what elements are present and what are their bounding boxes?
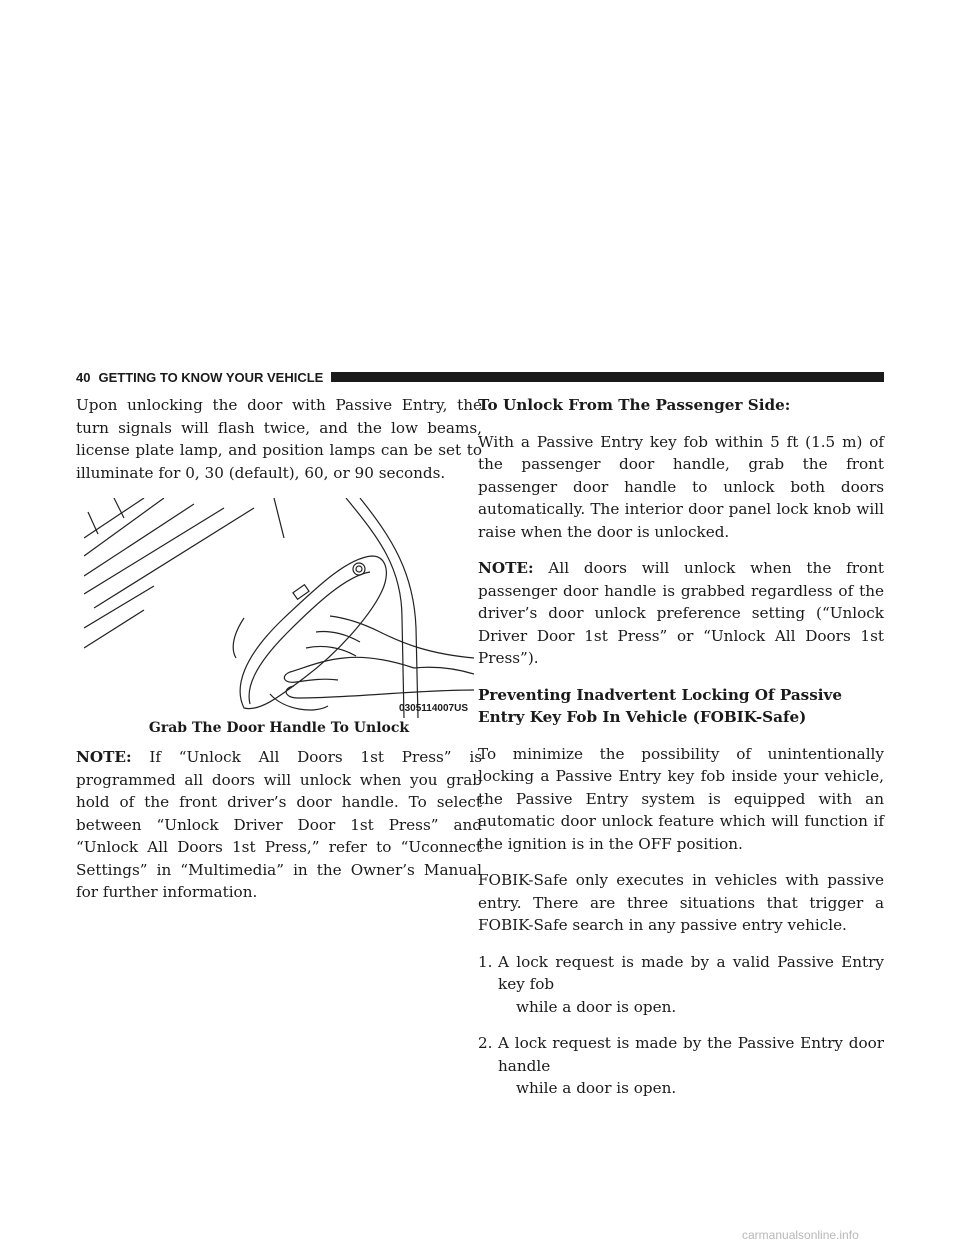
list-text: A lock request is made by a valid Passive Entry key fob xyxy=(498,952,884,993)
watermark: carmanualsonline.info xyxy=(742,1228,859,1242)
fobik-paragraph-2: FOBIK-Safe only executes in vehicles with passive entry. There are three situations that trigger a FOBIK-Safe search in any passive entry vehicle. xyxy=(478,871,884,934)
note-right xyxy=(478,557,884,670)
list-item xyxy=(478,951,884,1019)
section-title: GETTING TO KNOW YOUR VEHICLE xyxy=(98,369,324,385)
note-text: All doors will unlock when the front passenger door handle is grabbed regardless of the driver’s door unlock preference setting (“Unlock Driver Door 1st Press” or “Unlock All Doors 1st Press”). xyxy=(478,559,884,667)
fobik-paragraph-1: To minimize the possibility of unintentionally locking a Passive Entry key fob inside your vehicle, the Passive Entry system is equipped with an automatic door unlock feature which will function if the ignition is in the OFF position. xyxy=(478,744,884,853)
list-text-continued: while a door is open. xyxy=(516,997,677,1016)
header-rule xyxy=(331,372,884,382)
page-number: 40 xyxy=(76,369,91,385)
note-label: NOTE: xyxy=(76,748,132,766)
right-column xyxy=(478,394,884,1114)
note-left xyxy=(76,746,482,904)
note-text: If “Unlock All Doors 1st Press” is programmed all doors will unlock when you grab hold of the front driver’s door handle. To select between “Unlock Driver Door 1st Press” and “Unlock All Doors 1st Press,” refer to “Uconnect Settings” in “Multimedia” in the Owner’s Manual for further information. xyxy=(76,748,482,901)
passenger-heading: To Unlock From The Passenger Side: xyxy=(478,396,791,414)
door-handle-illustration xyxy=(84,498,474,718)
intro-paragraph: Upon unlocking the door with Passive Entry, the turn signals will flash twice, and the low beams, license plate lamp, and position lamps can be set to illuminate for 0, 30 (default), 60, or 90 seconds. xyxy=(76,396,482,482)
list-text: A lock request is made by the Passive Entry door handle xyxy=(498,1034,884,1075)
list-number: 2. xyxy=(478,1034,493,1052)
passenger-paragraph: With a Passive Entry key fob within 5 ft (1.5 m) of the passenger door handle, grab the front passenger door handle to unlock both doors automatically. The interior door panel lock knob will raise when the door is unlocked. xyxy=(478,432,884,541)
note-label: NOTE: xyxy=(478,559,534,577)
list-item xyxy=(478,1032,884,1100)
figure-code: 0305114007US xyxy=(399,703,468,714)
list-text-continued: while a door is open. xyxy=(516,1079,677,1097)
page-header xyxy=(76,370,884,384)
figure-caption: Grab The Door Handle To Unlock xyxy=(148,720,410,736)
fobik-heading: Preventing Inadvertent Locking Of Passive Entry Key Fob In Vehicle (FOBIK-Safe) xyxy=(478,685,843,726)
left-column xyxy=(76,394,482,918)
door-handle-figure xyxy=(84,498,474,718)
list-number: 1. xyxy=(478,952,493,971)
